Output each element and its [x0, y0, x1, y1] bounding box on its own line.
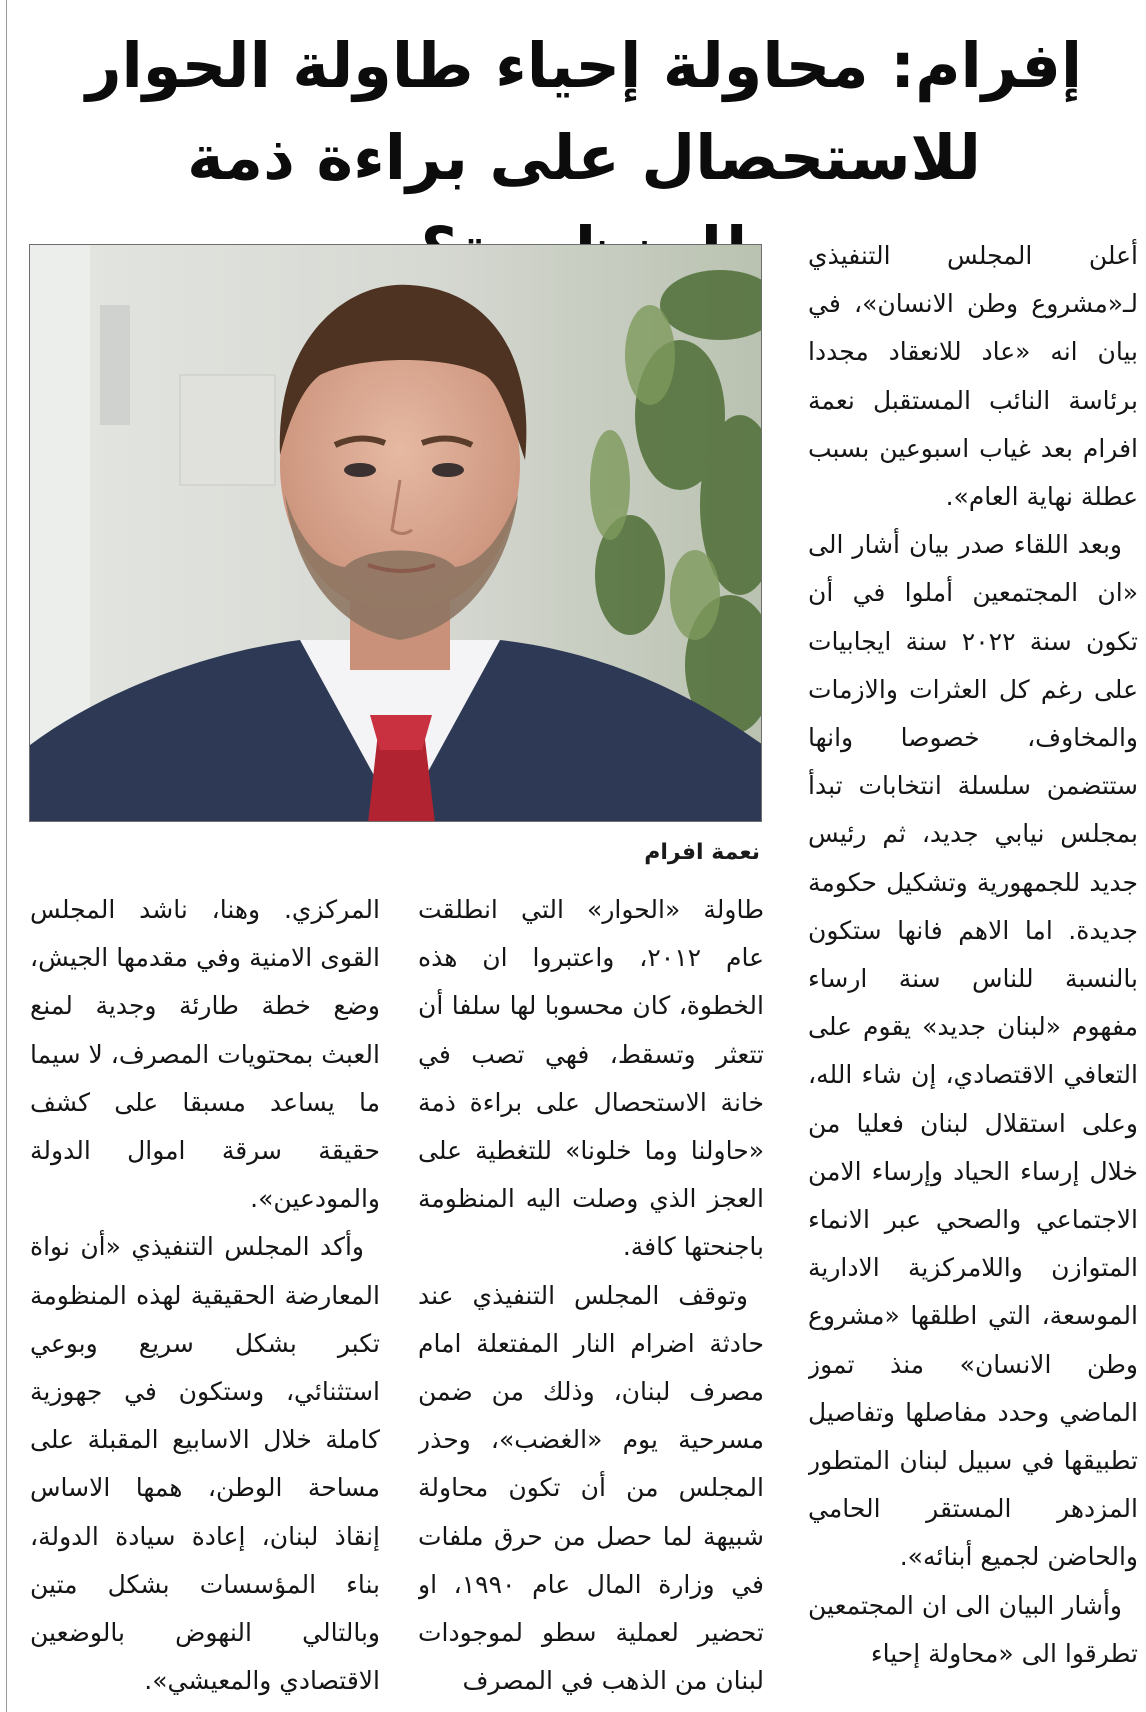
paragraph: المركزي. وهنا، ناشد المجلس القوى الامنية وفي مقدمها الجيش، وضع خطة طارئة وجدية لمنع العبث بمحتويات المصرف، لا سيما ما يساعد مسبقا على كشف حقيقة سرقة اموال الدولة والمودعين».	[30, 895, 380, 1214]
headline-line-2: للاستحصال على براءة ذمة	[187, 121, 981, 194]
paragraph: أعلن المجلس التنفيذي لـ«مشروع وطن الانسان»، في بيان انه «عاد للانعقاد مجددا برئاسة النائب المستقبل نعمة افرام بعد غياب اسبوعين بسبب عطلة نهاية العام».	[808, 241, 1138, 512]
headline-line-1: إفرام: محاولة إحياء طاولة الحوار	[85, 29, 1083, 102]
paragraph: وأكد المجلس التنفيذي «أن نواة المعارضة الحقيقية لهذه المنظومة تكبر بشكل سريع وبوعي استثنائي، وستكون في جهوزية كاملة خلال الاسابيع المقبلة على مساحة الوطن، همها الاساس إنقاذ لبنان، إعادة سيادة الدولة، بناء المؤسسات بشكل متين وبالتالي النهوض بالوضعين الاقتصادي والمعيشي».	[30, 1232, 380, 1696]
photo-caption: نعمة افرام	[644, 840, 760, 865]
article-column-left	[30, 886, 380, 1702]
paragraph: وأشار البيان الى ان المجتمعين تطرقوا الى «محاولة إحياء	[808, 1590, 1138, 1668]
paragraph: طاولة «الحوار» التي انطلقت عام ٢٠١٢، واعتبروا ان هذه الخطوة، كان محسوبا لها سلفا أن تتعثر وتسقط، فهي تصب في خانة الاستحصال على براءة ذمة «حاولنا وما خلونا» للتغطية على العجز الذي وصلت اليه المنظومة باجنحتها كافة.	[418, 895, 764, 1262]
paragraph: وبعد اللقاء صدر بيان أشار الى «ان المجتمعين أملوا في أن تكون سنة ٢٠٢٢ سنة ايجابيات على رغم كل العثرات والازمات والمخاوف، خصوصا وانها ستتضمن سلسلة انتخابات تبدأ بمجلس نيابي جديد، ثم رئيس جديد للجمهورية وتشكيل حكومة جديدة. اما الاهم فانها ستكون بالنسبة للناس سنة ارساء مفهوم «لبنان جديد» يقوم على التعافي الاقتصادي، إن شاء الله، وعلى استقلال لبنان فعليا من خلال إرساء الحياد وإرساء الامن الاجتماعي والصحي عبر الانماء المتوازن واللامركزية الادارية الموسعة، التي اطلقها «مشروع وطن الانسان» منذ تموز الماضي وحدد مفاصلها وتفاصيل تطبيقها في سبيل لبنان المتطور المزدهر المستقر الحامي والحاضن لجميع أبنائه».	[808, 530, 1138, 1572]
article-column-right	[808, 232, 1138, 1702]
article-column-middle	[418, 886, 764, 1702]
portrait-illustration	[30, 245, 762, 822]
page-edge-rule	[6, 0, 7, 1712]
paragraph: وتوقف المجلس التنفيذي عند حادثة اضرام النار المفتعلة امام مصرف لبنان، وذلك من ضمن مسرحية يوم «الغضب»، وحذر المجلس من أن تكون محاولة شبيهة لما حصل من حرق ملفات في وزارة المال عام ١٩٩٠، او تحضير لعملية سطو لموجودات لبنان من الذهب في المصرف	[418, 1280, 764, 1696]
portrait-photo	[29, 244, 762, 822]
